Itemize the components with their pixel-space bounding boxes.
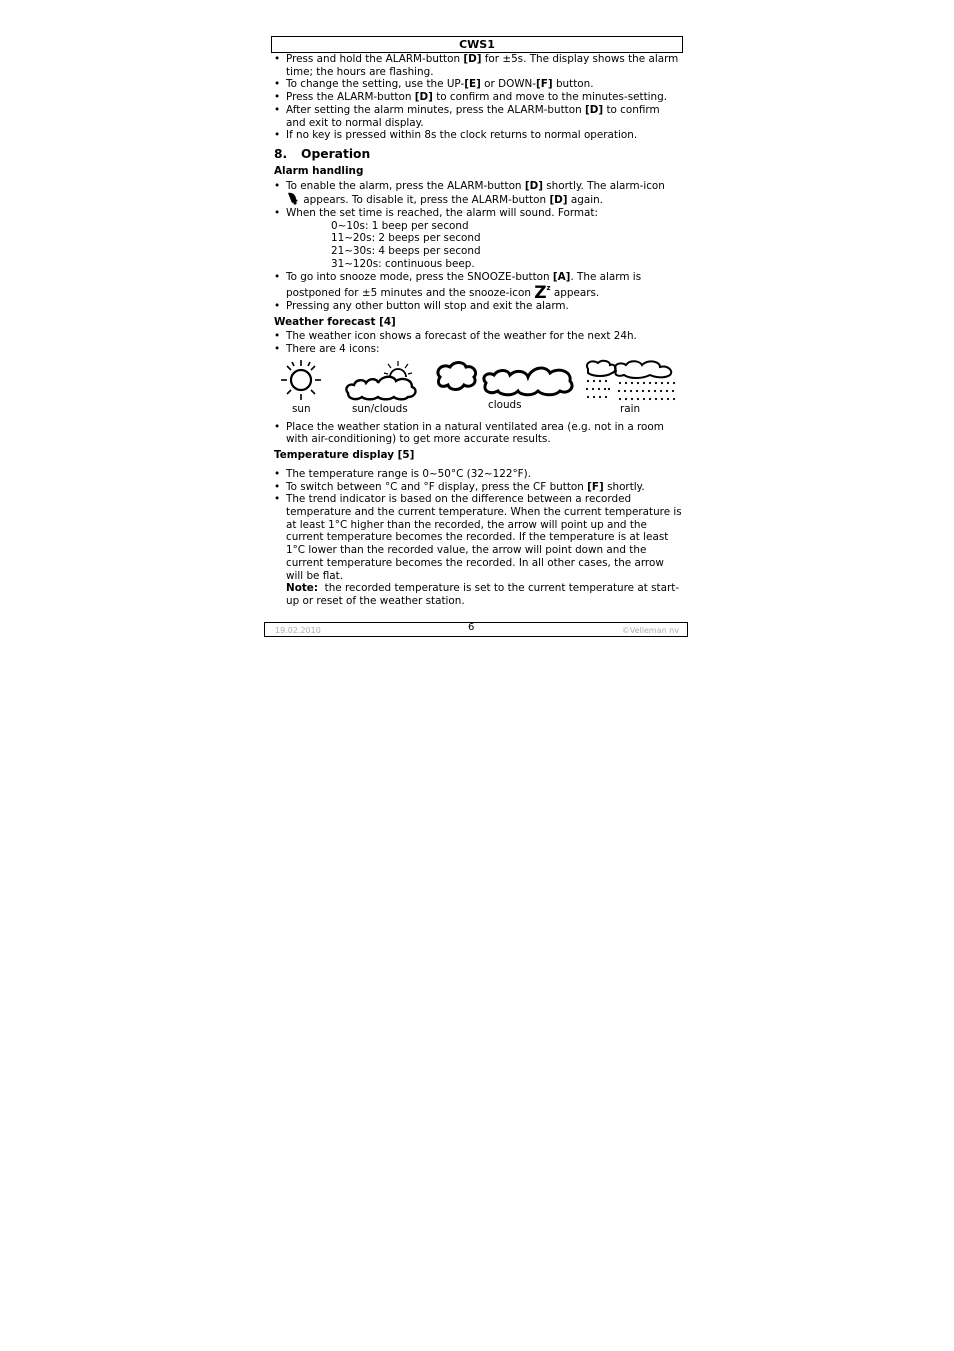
page-content: [274, 53, 682, 608]
sun-clouds-label: sun/clouds: [352, 402, 408, 415]
note-label: Note:: [286, 582, 319, 595]
note-text: the recorded temperature is set to the current temperature at start-up or reset of the weather station.: [286, 582, 680, 607]
alarm-format-list: [274, 220, 682, 271]
temperature-list: [274, 468, 682, 608]
alarm-snooze-list: [274, 271, 682, 313]
section-heading: [274, 147, 682, 161]
format-line: 31~120s: continuous beep.: [331, 257, 475, 270]
footer-date: 19.02.2010: [275, 626, 321, 635]
alarm-handling-heading: Alarm handling: [274, 164, 364, 177]
list-item: • To switch between °C and °F display, press the CF button [F] shortly.: [274, 481, 682, 494]
list-item: • To change the setting, use the UP-[E] or DOWN-[F] button.: [274, 78, 682, 91]
weather-forecast-heading: Weather forecast [4]: [274, 315, 396, 328]
temperature-display-heading: Temperature display [5]: [274, 449, 415, 462]
clouds-icon: [434, 359, 576, 399]
list-item: • The weather icon shows a forecast of the weather for the next 24h.: [274, 330, 682, 343]
list-item: • Press the ALARM-button [D] to confirm and move to the minutes-setting.: [274, 91, 682, 104]
clouds-label: clouds: [488, 398, 522, 411]
list-item: • There are 4 icons:: [274, 343, 682, 356]
list-item: • To go into snooze mode, press the SNOOZE-button [A]. The alarm is postponed for ±5 minutes and the snooze-icon $Z^z$ appears.: [274, 271, 682, 300]
sun-clouds-icon: [344, 359, 420, 403]
alarm-bell-icon: [286, 192, 300, 205]
page-header-title: CWS1: [271, 36, 683, 53]
snooze-icon: $Z^z$: [534, 283, 551, 304]
footer-copyright: ©Velleman nv: [621, 626, 679, 635]
weather-list: [274, 330, 682, 355]
sun-label: sun: [292, 402, 311, 415]
format-line: 0~10s: 1 beep per second: [331, 219, 469, 232]
list-item: • The trend indicator is based on the difference between a recorded temperature and the current temperature. When the current temperature is at least 1°C higher than the recorded, the arrow will point up and the current temperature becomes the recorded. If the temperature is at least 1°C lower than the recorded value, the arrow will point down and the current temperature becomes the recorded. In all other cases, the arrow will be flat. Note: the recorded temperature is set to the current temperature at start-up or reset of the weather station.: [274, 493, 682, 607]
list-item: • Place the weather station in a natural ventilated area (e.g. not in a room with air-conditioning) to get more accurate results.: [274, 421, 682, 446]
section-title: Operation: [301, 146, 371, 161]
page-footer: [264, 622, 688, 637]
alarm-handling-list: [274, 180, 682, 220]
list-item: • If no key is pressed within 8s the clock returns to normal operation.: [274, 129, 682, 142]
weather-placement-list: [274, 421, 682, 446]
alarm-setting-list: [274, 53, 682, 142]
page-number: 6: [468, 622, 475, 633]
format-line: 21~30s: 4 beeps per second: [331, 245, 481, 258]
rain-label: rain: [620, 402, 641, 415]
rain-icon: [584, 359, 678, 405]
format-line: 11~20s: 2 beeps per second: [331, 232, 481, 245]
list-item: • Press and hold the ALARM-button [D] for ±5s. The display shows the alarm time; the hours are flashing.: [274, 53, 682, 78]
list-item: • To enable the alarm, press the ALARM-button [D] shortly. The alarm-icon appears. To disable it, press the ALARM-button [D] again.: [274, 180, 682, 207]
list-item: • After setting the alarm minutes, press the ALARM-button [D] to confirm and exit to normal display.: [274, 104, 682, 129]
list-item: • When the set time is reached, the alarm will sound. Format:: [274, 207, 682, 220]
weather-icons-row: [274, 359, 682, 418]
sun-icon: [278, 359, 324, 403]
list-item: • The temperature range is 0~50°C (32~122°F).: [274, 468, 682, 481]
section-number: 8.: [274, 146, 288, 161]
list-item: • Pressing any other button will stop and exit the alarm.: [274, 300, 682, 313]
